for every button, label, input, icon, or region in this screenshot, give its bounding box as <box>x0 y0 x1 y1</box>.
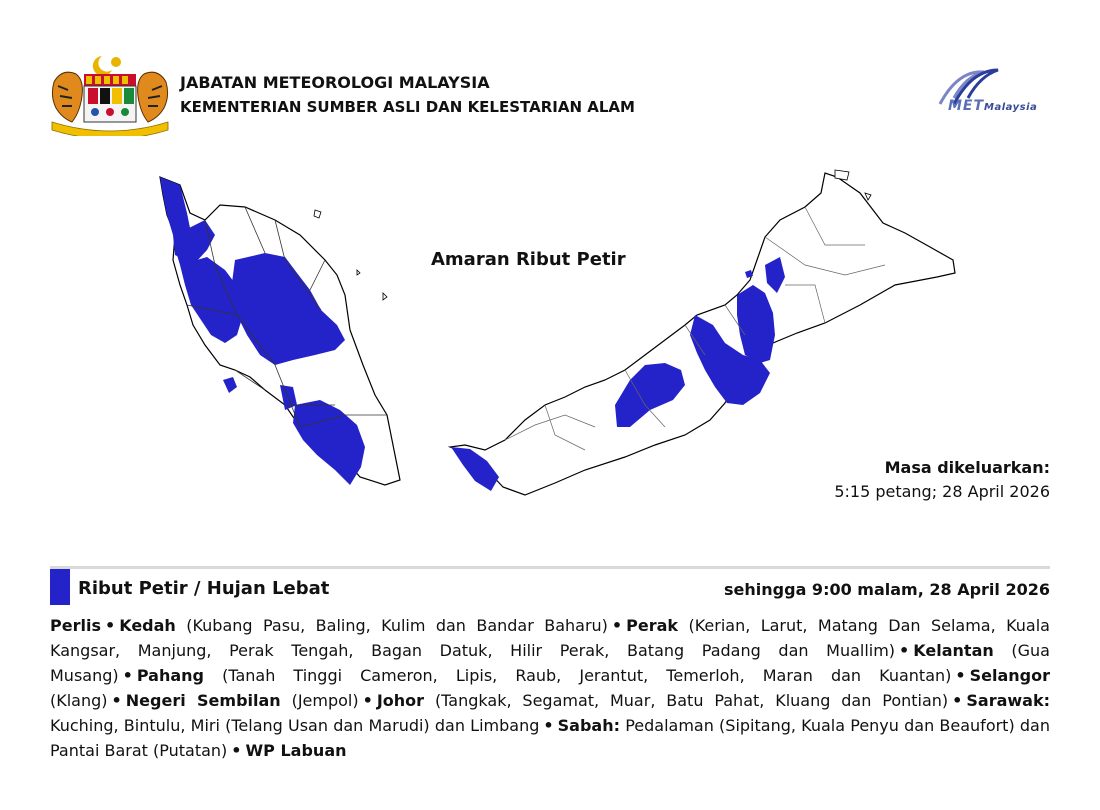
area-state: Johor <box>376 691 425 710</box>
area-detail: (Jempol) <box>291 691 359 710</box>
area-state: WP Labuan <box>245 741 347 760</box>
issued-time-block <box>834 456 1050 504</box>
area-detail: (Kerian, Larut, Matang Dan Selama, Kuala Kangsar, Manjung, Perak Tengah, Bagan Datuk, Hilir Perak, Batang Padang dan Muallim) <box>50 616 1050 660</box>
section-title: Ribut Petir / Hujan Lebat <box>78 578 330 599</box>
area-state: Selangor <box>969 666 1051 685</box>
area-state: Perak <box>626 616 679 635</box>
separator-dot: • <box>952 691 963 710</box>
org-line-1: JABATAN METEOROLOGI MALAYSIA <box>180 73 490 92</box>
warning-areas-text <box>50 613 1050 763</box>
area-state: Perlis <box>50 616 101 635</box>
area-detail: (Tanah Tinggi Cameron, Lipis, Raub, Jerantut, Temerloh, Maran dan Kuantan) <box>222 666 952 685</box>
met-logo-suffix: Malaysia <box>984 102 1038 113</box>
map-title: Amaran Ribut Petir <box>431 249 626 270</box>
area-state: Pahang <box>136 666 204 685</box>
area-detail: (Kubang Pasu, Baling, Kulim dan Bandar Baharu) <box>186 616 608 635</box>
coat-of-arms-logo <box>50 52 170 136</box>
org-line-2: KEMENTERIAN SUMBER ASLI DAN KELESTARIAN ALAM <box>180 98 635 116</box>
area-state: Kedah <box>119 616 176 635</box>
area-state: Sarawak: <box>966 691 1051 710</box>
area-state: Kelantan <box>913 641 994 660</box>
separator-dot: • <box>543 716 554 735</box>
area-detail: (Gua Musang) <box>50 641 1050 685</box>
section-accent-bar <box>50 569 70 605</box>
selangor-klang-warning-region <box>223 377 237 393</box>
separator-dot: • <box>104 616 116 635</box>
met-malaysia-logo <box>934 66 1046 122</box>
issued-time: 5:15 petang; 28 April 2026 <box>834 482 1050 501</box>
met-logo-text <box>948 98 1037 114</box>
met-logo-main: MET <box>948 98 985 114</box>
header <box>50 52 1050 142</box>
area-detail: Pedalaman (Sipitang, Kuala Penyu dan Beaufort) dan Pantai Barat (Putatan) <box>50 716 1051 760</box>
issued-label: Masa dikeluarkan: <box>884 458 1050 477</box>
valid-until: sehingga 9:00 malam, 28 April 2026 <box>724 580 1050 599</box>
separator-dot: • <box>111 691 122 710</box>
area-detail: (Tangkak, Segamat, Muar, Batu Pahat, Kluang dan Pontian) <box>434 691 949 710</box>
separator-dot: • <box>899 641 910 660</box>
separator-dot: • <box>122 666 133 685</box>
section-divider <box>50 566 1050 569</box>
organization-name <box>180 72 635 120</box>
malaysia-warning-map <box>125 165 975 505</box>
area-state: Sabah: <box>557 716 620 735</box>
separator-dot: • <box>231 741 242 760</box>
separator-dot: • <box>955 666 966 685</box>
separator-dot: • <box>362 691 373 710</box>
area-detail: Kuching, Bintulu, Miri (Telang Usan dan Marudi) dan Limbang <box>50 716 540 735</box>
area-detail: (Klang) <box>50 691 108 710</box>
area-state: Negeri Sembilan <box>125 691 281 710</box>
separator-dot: • <box>611 616 623 635</box>
